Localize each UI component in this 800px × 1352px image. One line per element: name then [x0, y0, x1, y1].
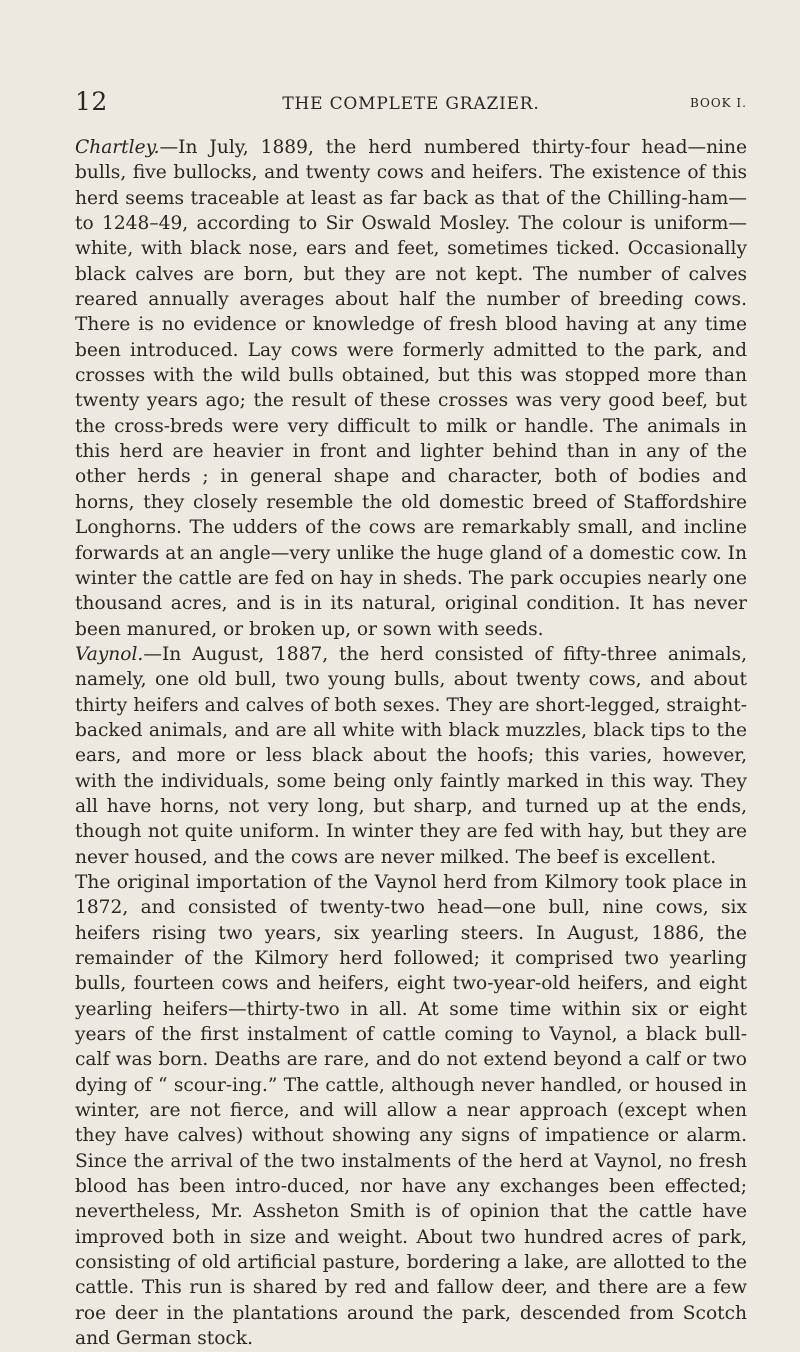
- paragraph-vaynol-history: [75, 870, 747, 1352]
- body-text: [75, 135, 747, 1352]
- page-header: [75, 87, 747, 117]
- book-label: BOOK I.: [689, 96, 747, 110]
- paragraph-text: The original importation of the Vaynol herd from Kilmory took place in 1872, and consisted of twenty-two head—one bull, nine cows, six heifers rising two years, six yearling steers. In August, 1886, the remainder of the Kilmory herd followed; it comprised two yearling bulls, fourteen cows and heifers, eight two-year-old heifers, and eight yearling heifers—thirty-two in all. At some time within six or eight years of the first instalment of cattle coming to Vaynol, a black bull-calf was born. Deaths are rare, and do not extend beyond a calf or two dying of “ scour-ing.” The cattle, although never handled, or housed in winter, are not fierce, and will allow a near approach (except when they have calves) without showing any signs of impatience or alarm. Since the arrival of the two instalments of the herd at Vaynol, no fresh blood has been intro-duced, nor have any exchanges been effected; nevertheless, Mr. Assheton Smith is of opinion that the cattle have improved both in size and weight. About two hundred acres of park, consisting of old artificial pasture, bordering a lake, are allotted to the cattle. This run is shared by red and fallow deer, and there are a few roe deer in the plantations around the park, descended from Scotch and German stock.: [75, 871, 747, 1350]
- paragraph-vaynol: [75, 642, 747, 870]
- paragraph-chartley: [75, 135, 747, 642]
- paragraph-text: —In July, 1889, the herd numbered thirty-four head—nine bulls, five bullocks, and twenty cows and heifers. The existence of this herd seems traceable at least as far back as that of the Chilling-ham—to 1248–49, according to Sir Oswald Mosley. The colour is uniform—white, with black nose, ears and feet, sometimes ticked. Occasionally black calves are born, but they are not kept. The number of calves reared annually averages about half the number of breeding cows. There is no evidence or knowledge of fresh blood having at any time been introduced. Lay cows were formerly admitted to the park, and crosses with the wild bulls obtained, but this was stopped more than twenty years ago; the result of these crosses was very good beef, but the cross-breds were very difficult to milk or handle. The animals in this herd are heavier in front and lighter behind than in any of the other herds ; in general shape and character, both of bodies and horns, they closely resemble the old domestic breed of Staffordshire Longhorns. The udders of the cows are remarkably small, and incline forwards at an angle—very unlike the huge gland of a domestic cow. In winter the cattle are fed on hay in sheds. The park occupies nearly one thousand acres, and is in its natural, original condition. It has never been manured, or broken up, or sown with seeds.: [75, 137, 747, 640]
- paragraph-text: —In August, 1887, the herd consisted of fifty-three animals, namely, one old bull, two young bulls, about twenty cows, and about thirty heifers and calves of both sexes. They are short-legged, straight-backed animals, and are all white with black muzzles, black tips to the ears, and more or less black about the hoofs; this varies, however, with the individuals, some being only faintly marked in this way. They all have horns, not very long, but sharp, and turned up at the ends, though not quite uniform. In winter they are fed with hay, but they are never housed, and the cows are never milked. The beef is excellent.: [75, 643, 747, 868]
- running-title: THE COMPLETE GRAZIER.: [282, 94, 540, 114]
- paragraph-lead: Chartley.: [75, 137, 160, 158]
- paragraph-lead: Vaynol.: [75, 643, 144, 665]
- page-number: 12: [75, 87, 108, 116]
